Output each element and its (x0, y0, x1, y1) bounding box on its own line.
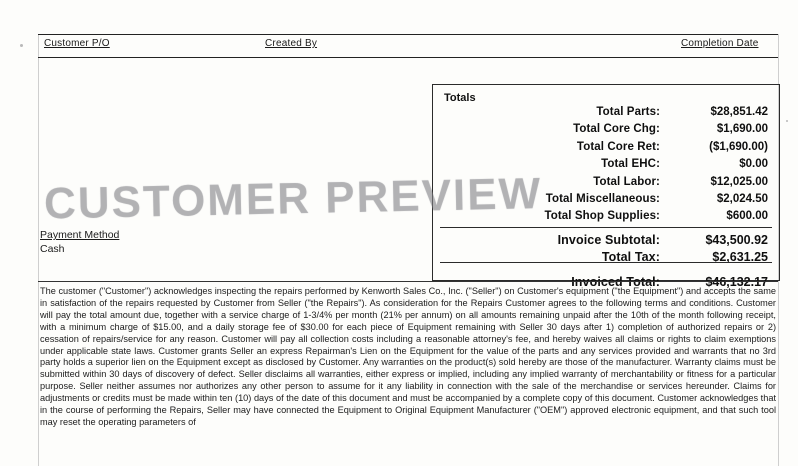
totals-row-value: $2,024.50 (716, 193, 768, 206)
totals-row (440, 104, 772, 121)
invoiced-total-rule (440, 262, 772, 263)
totals-row (440, 191, 772, 208)
invoice-subtotal-label: Invoice Subtotal: (557, 232, 660, 247)
total-tax-label: Total Tax: (601, 250, 660, 265)
totals-row-value: ($1,690.00) (709, 140, 768, 153)
totals-row-value: $12,025.00 (710, 175, 768, 188)
invoiced-total-value: $46,132.17 (705, 274, 768, 289)
totals-row-label: Total Parts: (596, 106, 660, 118)
totals-row-label: Total Labor: (593, 175, 660, 188)
total-tax-row (440, 249, 772, 266)
totals-row-value: $1,690.00 (716, 123, 768, 136)
scan-artifact (786, 120, 788, 122)
totals-row (440, 174, 772, 191)
page-left-border (38, 34, 39, 466)
totals-title: Totals (444, 92, 476, 104)
header-rule-bottom (38, 57, 778, 58)
customer-po-label: Customer P/O (44, 38, 110, 49)
terms-and-conditions (40, 286, 776, 429)
totals-row-label: Total EHC: (601, 158, 660, 171)
invoice-subtotal-rule (440, 227, 772, 228)
terms-text: The customer ("Customer") acknowledges inspecting the repairs performed by Kenworth Sales Co., Inc. ("Seller") on Customer's equipment ("the Equipment") and accepts the same in satisfaction of the repairs requested by Customer from Seller ("the Repairs"). As consideration for the Repairs Customer agrees to the following terms and conditions. Customer will pay the total amount due, together with a service charge of 1-3/4% per month (21% per annum) on all amounts remaining unpaid after the 10th of the month following receipt, with a minimum charge of $15.00, and a daily storage fee of $30.00 for each piece of Equipment remaining with Seller 30 days after 1) completion of authorized repairs or 2) cessation of repairs/service for any reason. Customer will pay all collection costs including a reasonable attorney's fee, and hereby waives all claims or rights to claim exemptions under applicable state laws. Customer grants Seller an express Repairman's Lien on the Equipment for the value of the parts and any services provided and warrants that no 3rd party holds a superior lien on the Equipment except as disclosed by Customer. Any warranties on the product(s) sold hereby are those of the manufacturer. Warranty claims must be submitted within 30 days of discovery of defect. Seller disclaims all warranties, either express or implied, including any implied warranty of merchantability or fitness for a particular purpose. Seller neither assumes nor authorizes any other person to assume for it any liability in connection with the sale of the merchandise or services hereunder. Claims for adjustments or credits must be made within ten (10) days of the date of this document and must be accompanied by a complete copy of this document. Customer acknowledges that in the course of performing the Repairs, Seller may have connected the Equipment to Original Equipment Manufacturer ("OEM") approved electronic equipment, and that such tool may reset the operating parameters of (40, 286, 776, 427)
totals-row-label: Total Miscellaneous: (545, 193, 660, 206)
invoiced-total-label: Invoiced Total: (571, 274, 660, 289)
header-rule-top (38, 34, 778, 35)
totals-row-value: $28,851.42 (710, 106, 768, 118)
totals-row-label: Total Core Ret: (576, 140, 660, 153)
payment-method-value: Cash (40, 243, 65, 255)
totals-row (440, 121, 772, 138)
totals-row (440, 156, 772, 173)
total-tax-value: $2,631.25 (712, 250, 768, 265)
totals-rows (440, 104, 772, 291)
created-by-label: Created By (265, 38, 318, 49)
payment-method-label: Payment Method (40, 229, 120, 241)
totals-row-label: Total Shop Supplies: (544, 210, 660, 223)
totals-row-label: Total Core Chg: (573, 123, 660, 136)
scan-artifact (20, 44, 23, 47)
completion-date-label: Completion Date (681, 38, 759, 49)
totals-row (440, 208, 772, 225)
invoice-subtotal-row (440, 232, 772, 249)
totals-row-value: $0.00 (739, 158, 768, 171)
terms-divider (38, 281, 778, 282)
totals-row-value: $600.00 (726, 210, 768, 223)
customer-preview-watermark: CUSTOMER PREVIEW (43, 169, 543, 229)
totals-row (440, 139, 772, 156)
invoice-subtotal-value: $43,500.92 (705, 232, 768, 247)
